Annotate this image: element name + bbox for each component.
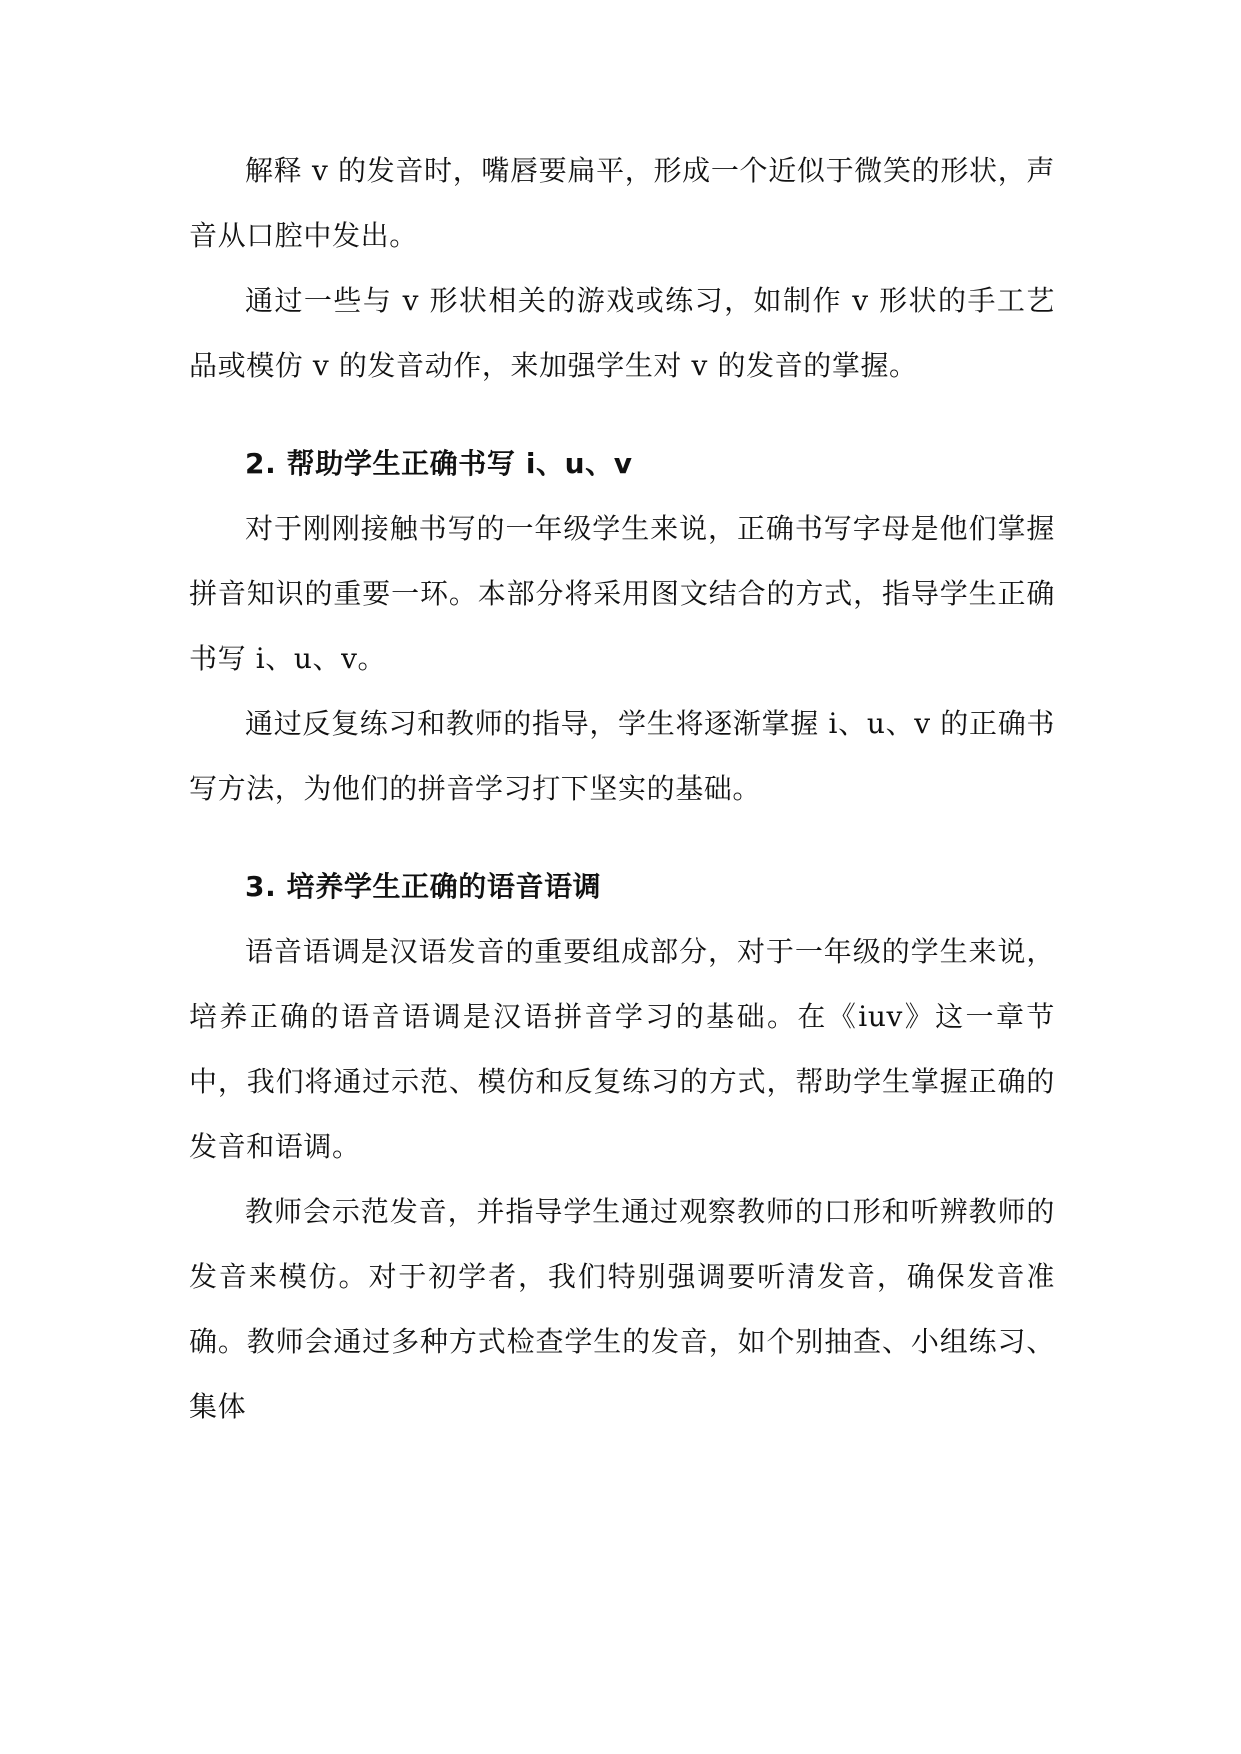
- section-heading-intonation: 3. 培养学生正确的语音语调: [245, 870, 602, 903]
- paragraph-writing-practice: 通过反复练习和教师的指导，学生将逐渐掌握 i、u、v 的正确书写方法，为他们的拼音学习打下坚实的基础。: [189, 707, 1055, 805]
- paragraph-writing-intro: 对于刚刚接触书写的一年级学生来说，正确书写字母是他们掌握拼音知识的重要一环。本部分将采用图文结合的方式，指导学生正确书写 i、u、v。: [189, 512, 1055, 675]
- paragraph-v-pronunciation: 解释 v 的发音时，嘴唇要扁平，形成一个近似于微笑的形状，声音从口腔中发出。: [189, 154, 1055, 252]
- section-heading-writing: 2. 帮助学生正确书写 i、u、v: [245, 447, 633, 480]
- paragraph-intonation-method: 教师会示范发音，并指导学生通过观察教师的口形和听辨教师的发音来模仿。对于初学者，我们特别强调要听清发音，确保发音准确。教师会通过多种方式检查学生的发音，如个别抽查、小组练习、集体: [189, 1195, 1055, 1423]
- paragraph-intonation-intro: 语音语调是汉语发音的重要组成部分，对于一年级的学生来说，培养正确的语音语调是汉语拼音学习的基础。在《iuv》这一章节中，我们将通过示范、模仿和反复练习的方式，帮助学生掌握正确的发音和语调。: [189, 935, 1055, 1163]
- document-body: [189, 138, 1055, 1439]
- paragraph-v-practice: 通过一些与 v 形状相关的游戏或练习，如制作 v 形状的手工艺品或模仿 v 的发音动作，来加强学生对 v 的发音的掌握。: [189, 284, 1055, 382]
